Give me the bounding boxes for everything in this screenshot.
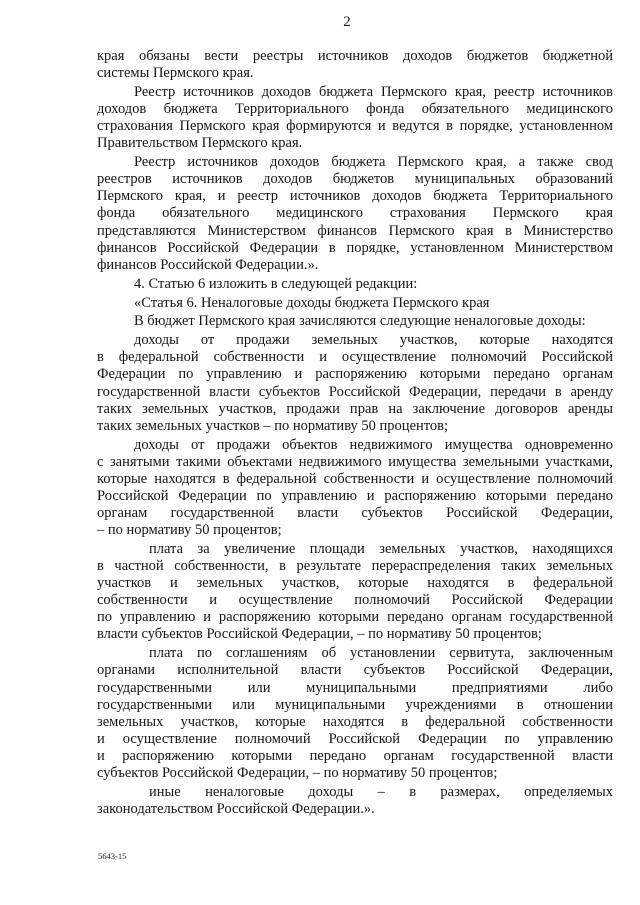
list-item-other-revenues [97,784,613,818]
text-line: в федеральной собственности и осуществление полномочий Российской [97,349,613,366]
text-line: Федерации по управлению и распоряжению которыми передано органам [97,366,613,383]
list-item-servitude-fee [97,645,613,782]
text-line: земельных участков, которые находятся в федеральной собственности [97,713,613,730]
text-line: «Статья 6. Неналоговые доходы бюджета Пермского края [134,294,490,311]
paragraph-registry-formation [97,84,613,152]
text-line: власти субъектов Российской Федерации, – по нормативу 50 процентов; [97,626,542,643]
list-item-real-estate-sales [97,437,613,540]
document-body [97,48,613,818]
text-line: Реестр источников доходов бюджета Пермского края, а также свод [134,154,613,171]
text-line: которые находятся в федеральной собственности и осуществление полномочий [97,470,613,487]
text-line: с занятыми такими объектами недвижимого имущества земельными участками, [97,453,613,470]
text-line: и распоряжению которыми передано органам государственной власти [97,747,613,764]
text-line: доходов бюджета Территориального фонда обязательного медицинского [97,101,613,118]
document-code: 5643-15 [98,851,127,861]
list-item-area-increase-fee [97,541,613,644]
text-line: Пермского края, и реестр источников доходов бюджета Территориального [97,188,613,205]
article-heading [97,295,613,312]
text-line: субъектов Российской Федерации, – по нормативу 50 процентов; [97,765,498,782]
text-line: представляются Министерством финансов Пермского края в Министерство [97,222,613,239]
text-line: государственными или муниципальными учреждениями в отношении [97,696,613,713]
text-line: фонда обязательного медицинского страхования Пермского края [97,205,613,222]
text-line: по управлению и распоряжению которыми передано органам государственной [97,609,613,626]
text-line: реестров источников доходов бюджетов муниципальных образований [97,171,613,188]
text-line: В бюджет Пермского края зачисляются следующие неналоговые доходы: [134,313,586,330]
paragraph-continuation [97,48,613,82]
list-item-land-sales [97,332,613,435]
text-line: законодательством Российской Федерации.». [97,801,375,817]
text-line: страхования Пермского края формируются и ведутся в порядке, установленном [97,118,613,135]
text-line: доходы от продажи объектов недвижимого имущества одновременно [134,436,613,453]
page-number: 2 [343,14,351,30]
amendment-item [97,276,613,293]
text-line: системы Пермского края. [97,65,254,82]
text-line: участков и земельных участков, которые находятся в федеральной [97,575,613,592]
text-line: государственными или муниципальными предприятиями либо [97,679,613,696]
text-line: Российской Федерации по управлению и распоряжению которыми передано [97,487,613,504]
text-line: в частной собственности, в результате перераспределения таких земельных [97,558,613,575]
text-line: плата по соглашениям об установлении сервитута, заключенным [149,645,613,662]
text-line: – по нормативу 50 процентов; [97,522,282,539]
text-line: финансов Российской Федерации в порядке, установленном Министерством [97,239,613,256]
text-line: края обязаны вести реестры источников доходов бюджетов бюджетной [97,48,613,64]
paragraph-article-intro [97,313,613,330]
text-line: органам государственной власти субъектов Российской Федерации, [97,505,613,522]
text-line: таких земельных участков, продажи прав на заключение договоров аренды [97,400,613,417]
text-line: 4. Статью 6 изложить в следующей редакции: [134,275,418,292]
text-line: плата за увеличение площади земельных участков, находящихся [149,541,613,557]
text-line: Правительством Пермского края. [97,135,303,152]
text-line: финансов Российской Федерации.». [97,256,319,273]
text-line: таких земельных участков – по нормативу 50 процентов; [97,417,449,434]
text-line: органами исполнительной власти субъектов Российской Федерации, [97,662,613,679]
text-line: государственной власти субъектов Российской Федерации, передачи в аренду [97,383,613,400]
paragraph-registry-submission [97,154,613,274]
text-line: иные неналоговые доходы – в размерах, определяемых [149,783,613,800]
text-line: и осуществление полномочий Российской Федерации по управлению [97,730,613,747]
text-line: собственности и осуществление полномочий Российской Федерации [97,592,613,609]
text-line: доходы от продажи земельных участков, которые находятся [134,332,613,349]
text-line: Реестр источников доходов бюджета Пермского края, реестр источников [134,83,613,100]
